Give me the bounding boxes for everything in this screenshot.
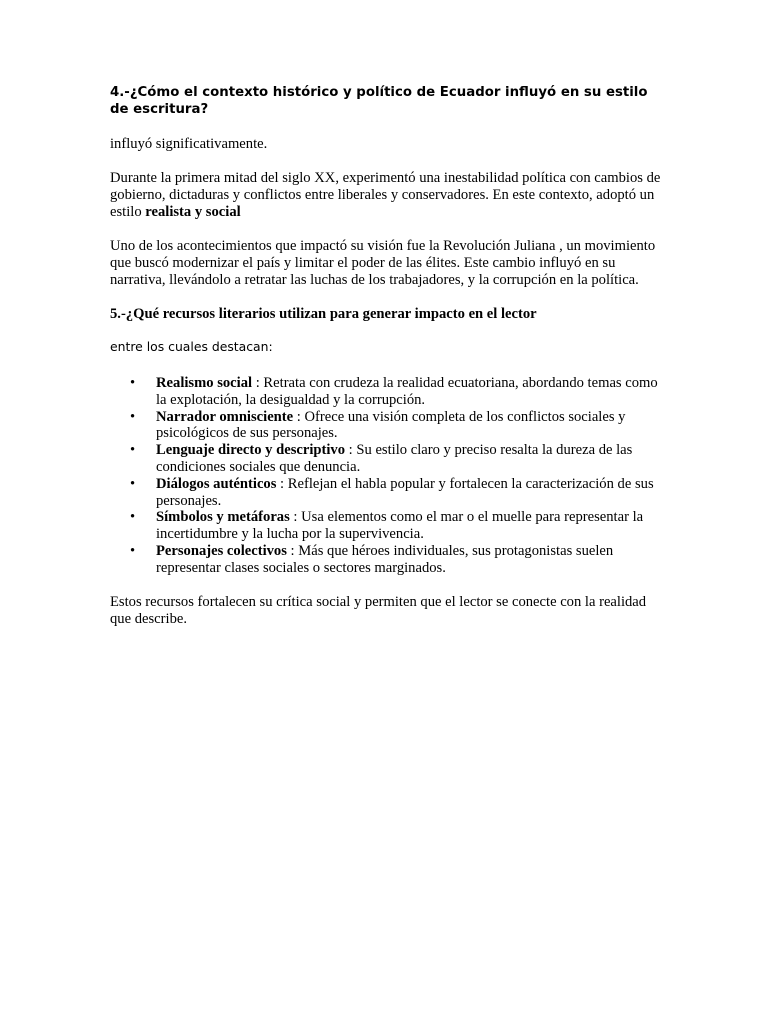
list-item-desc: : Ofrece una visión completa de los conflictos sociales y psicológicos de sus personajes.	[156, 408, 626, 442]
list-item-desc: : Más que héroes individuales, sus protagonistas suelen representar clases sociales o sectores marginados.	[156, 542, 614, 576]
list-item-desc: : Reflejan el habla popular y fortalecen la caracterización de sus personajes.	[156, 475, 654, 509]
question-5-heading: 5.-¿Qué recursos literarios utilizan para generar impacto en el lector	[110, 306, 537, 322]
bullet-icon: •	[130, 509, 136, 526]
bullet-icon: •	[130, 542, 136, 559]
list-item-term: Narrador omnisciente	[156, 408, 294, 425]
list-item-desc: : Usa elementos como el mar o el muelle para representar la incertidumbre y la lucha por la supervivencia.	[156, 509, 644, 543]
list-item-term: Realismo social	[156, 375, 253, 391]
closing-paragraph: Estos recursos fortalecen su crítica social y permiten que el lector se conecte con la realidad que describe.	[110, 593, 647, 627]
paragraph-context-bold: realista y social	[145, 204, 241, 220]
list-intro: entre los cuales destacan:	[110, 339, 273, 354]
paragraph-context	[110, 170, 666, 221]
bullet-icon: •	[130, 442, 136, 459]
list-item	[110, 409, 666, 443]
list-item	[110, 442, 666, 476]
question-4-heading: 4.-¿Cómo el contexto histórico y político de Ecuador influyó en su estilo de escritura?	[110, 85, 648, 117]
list-item-term: Símbolos y metáforas	[156, 509, 290, 526]
bullet-icon: •	[130, 375, 136, 391]
bullet-icon: •	[130, 408, 136, 425]
list-item	[110, 509, 666, 543]
list-item-desc: : Su estilo claro y preciso resalta la dureza de las condiciones sociales que denuncia.	[156, 442, 633, 475]
literary-resources-list	[110, 375, 666, 577]
list-item-term: Lenguaje directo y descriptivo	[156, 442, 346, 459]
document-page	[110, 84, 666, 645]
list-item-term: Diálogos auténticos	[156, 475, 277, 492]
paragraph-revolucion: Uno de los acontecimientos que impactó su visión fue la Revolución Juliana , un movimiento que buscó modernizar el país y limitar el poder de las élites. Este cambio influyó en su narrativa, llevándolo a retratar las luchas de los trabajadores, y la corrupción en la política.	[110, 238, 656, 288]
list-item-desc: : Retrata con crudeza la realidad ecuatoriana, abordando temas como la explotación, la desigualdad y la corrupción.	[156, 375, 658, 408]
paragraph-context-text: Durante la primera mitad del siglo XX, experimentó una inestabilidad política con cambios de gobierno, dictaduras y conflictos entre liberales y conservadores. En este contexto, adoptó un estilo	[110, 170, 661, 220]
list-item	[110, 543, 666, 577]
bullet-icon: •	[130, 475, 136, 492]
list-item-term: Personajes colectivos	[156, 542, 287, 559]
answer-intro: influyó significativamente.	[110, 136, 268, 152]
list-item	[110, 375, 666, 409]
list-item	[110, 476, 666, 510]
